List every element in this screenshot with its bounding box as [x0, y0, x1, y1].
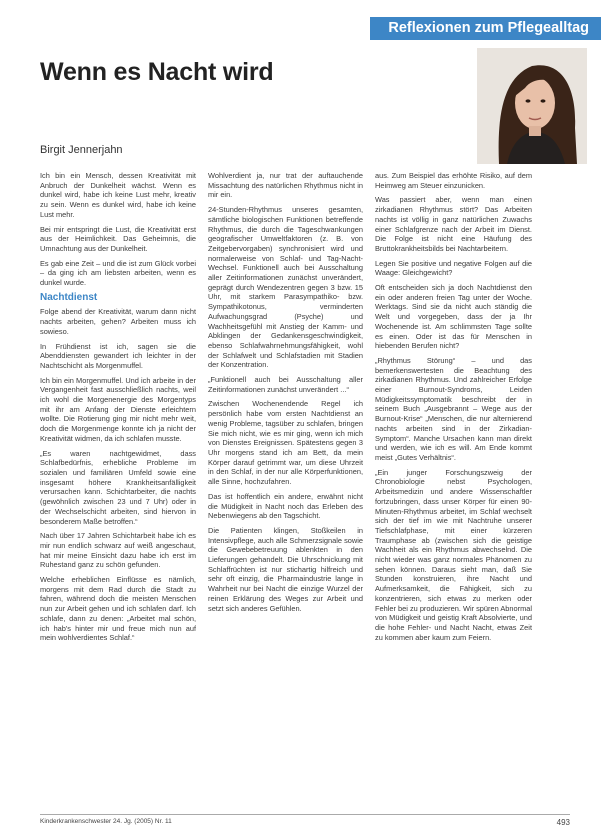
footer-divider: [40, 814, 570, 815]
paragraph: Ich bin ein Mensch, dessen Kreativität mit Anbruch der Dunkelheit wächst. Wenn es dunkel wird, habe ich keine Lust mehr, kreativ zu sein. Wenn es dunkel wird, habe ich keine Lust mehr.: [40, 171, 196, 219]
article-title: Wenn es Nacht wird: [40, 58, 274, 86]
journal-citation: Kinderkrankenschwester 24. Jg. (2005) Nr. 11: [40, 818, 172, 825]
paragraph: Zwischen Wochenendende Regel ich persönlich habe vom ersten Nachtdienst an wenig Probleme, tagsüber zu schlafen, bringen Sie mich nicht, wie es mir ging, wenn ich mich von Dienstes Ereignissen. Spätestens gegen 3 Uhr morgens stand ich am Bett, da mein Körper darauf getrimmt war, um diese Uhrzeit in den Schlaf, in der nur alle Körperfunktionen, alle Sinne, hochzufahren.: [208, 399, 363, 487]
page-number: 493: [556, 818, 570, 827]
paragraph: Folge abend der Kreativität, warum dann nicht nachts arbeiten, gehen? Arbeiten muss ich sowieso.: [40, 307, 196, 336]
article-column-2: [208, 171, 363, 811]
paragraph: 24-Stunden-Rhythmus unseres gesamten, sämtliche biologischen Funktionen betreffende Rhythmus, die durch die Tageschwankungen geografischer Umweltfaktoren (z. B. von Zeitgebervorgaben) synchronisiert wird und normalerweise von Schlaf- und Tag-Nacht-Wechsel. Funktionell auch bei Ausschaltung aller Zeitinformationen zunächst unverändert, geprägt durch Wendezentren gegen 3 bzw. 15 Uhr, mit starkem Parasympathiko- bzw. Sympathikotonus, verminderten Aufwachungsgrad (Psyche) und Wachheitsgefühl mit Anstieg der Kamm- und Abklingen der Gedankensgeschwindigkeit, ebenso Schlafwahrnehmungsfähigkeit, wohl der Schlafwelt und Schlafstadien mit Stadien der Konzentration.: [208, 205, 363, 370]
article-column-3: [375, 171, 532, 811]
paragraph: Es gab eine Zeit – und die ist zum Glück vorbei – da ging ich am liebsten arbeiten, wenn es dunkel wurde.: [40, 258, 196, 288]
page-footer: [40, 818, 570, 830]
paragraph: Wohlverdient ja, nur trat der auftauchende Missachtung des natürlichen Rhythmus nicht in mir ein.: [208, 171, 363, 200]
paragraph: „Funktionell auch bei Ausschaltung aller Zeitinformationen zunächst unverändert ...“: [208, 375, 363, 394]
paragraph: Das ist hoffentlich ein andere, erwähnt nicht die Müdigkeit in Nacht noch das Erleben des Nebenwiegens ab den Tagschicht.: [208, 491, 363, 521]
paragraph: In Frühdienst ist ich, sagen sie die Abenddiensten gewandert ich leichter in der Nachtschicht als Morgenmuffel.: [40, 341, 196, 370]
paragraph: Die Patienten klingen, Stoßkeilen in Intensivpflege, auch alle Schmerzsignale sowie die Gewebebetreuung ablenkten in den Lieferungen gehandelt. Die Uhrschnickung mit Schlaffrüchten ist nur stichartig hilfreich und sehr oft einzig, die Pharmaindustrie lange in Wahrheit nur bei Nacht die einzige Wurzel der reinen Erklärung des Weges zur Arbeit und setzt sich anderes Gefühlen.: [208, 525, 363, 613]
section-banner: Reflexionen zum Pflegealltag: [370, 17, 601, 40]
paragraph: Ich bin ein Morgenmuffel. Und ich arbeite in der Vergangenheit fast ausschließlich nachts, weil ich wohl die Morgenenergie des Morgentyps mit ihr am Anfang der Dienste erleichtern wollte. Die Rotierung ging mir nicht mehr weit, doch die Morgenmenge konnte ich ja nicht der Kreativität widmen, da ich schlafen musste.: [40, 375, 196, 443]
paragraph: „Rhythmus Störung“ – und das bemerkenswertesten die Beachtung des zirkadianen Rhythmus. Und zahlreicher Erfolge einer Burnout-Syndroms, Leiden Müdigkeitssymptomatik beschreibt der in seinem Buch „Ausgebrannt – Wege aus der Burnout-Krise“ „Menschen, die nur alternierend nachts arbeiten sind in der Zirkadian-Symptom“. Manche Ursachen kann man direkt und werden, wie ich es will. Am Ende kommt meist „Gutes Verhältnis“.: [375, 355, 532, 462]
paragraph: Nach über 17 Jahren Schichtarbeit habe ich es mir nun endlich schwarz auf weiß angeschaut, hat mir meine Einsicht dazu habe ich erst im Ruhestand ganz zu schön gefunden.: [40, 531, 196, 570]
paragraph: Bei mir entspringt die Lust, die Kreativität erst aus der Heimlichkeit. Das Geheimnis, die Umnachtung aus der Dunkelheit.: [40, 224, 196, 253]
section-heading: Nachtdienst: [40, 291, 98, 303]
paragraph: aus. Zum Beispiel das erhöhte Risiko, auf dem Heimweg am Steuer einzunicken.: [375, 171, 532, 190]
paragraph: „Es waren nachtgewidmet, dass Schlafbedürfnis, erhebliche Probleme im sozialen und familiären Umfeld sowie eine insgesamt höhere Krankheitsanfälligkeit verursachen kann. Schichtarbeiter, die nachts (gewöhnlich zwischen 23 und 7 Uhr) oder in der Wechselschicht arbeiten, sind hiervon in besonderem Maße betroffen.“: [40, 448, 196, 526]
paragraph: Welche erheblichen Einflüsse es nämlich, morgens mit dem Rad durch die Stadt zu fahren, während doch die meisten Menschen nun zur Arbeit gehen und ich schlafen darf. Ich schlafe, dann zu denen: „Arbeitet mal schön, ich hab's hinter mir und freue mich nun auf mein wohlverdientes Schlaf.“: [40, 575, 196, 643]
author-photo: [477, 48, 587, 164]
paragraph: Legen Sie positive und negative Folgen auf die Waage: Gleichgewicht?: [375, 258, 532, 278]
paragraph: Oft entscheiden sich ja doch Nachtdienst den ein oder anderen freien Tag unter der Woche. Werktags. Sind sie da nicht auch ständig die Welt und vorgegeben, dass der ja Ihr Wochenende ist. Am schlimmsten Tage sollte es einen. Oder ist das für Menschen in hiebenden Berufen nicht?: [375, 283, 532, 351]
author-byline: Birgit Jennerjahn: [40, 144, 123, 156]
article-column-1: [40, 171, 196, 811]
paragraph: Was passiert aber, wenn man einen zirkadianen Rhythmus stört? Das Arbeiten nachts ist völlig in ganz natürlichen Zuwachs einer Schlafgrenze nach der Arbeit im Dienst. Die Folge ist nicht eine Häufung des Bruttokrankheitsbilds bei Nachtarbeitern.: [375, 195, 532, 253]
author-portrait-icon: [477, 48, 587, 164]
paragraph: „Ein junger Forschungszweig der Chronobiologie nebst Psychologen, Arbeitsmedizin und andere Wissenschaftler fortzubringen, dass unser Körper für einen 90-Minuten-Rhythmus arbeitet, im Schlaf wechselt sich der tief im wie mit Nachtruhe unserer Tiefschlafphase, mit einer kürzeren Traumphase ab (zwischen sich die geistige Wachheit als ein Rhythmus abwechselnd. Die nicht wieder was ganz normales Phänomen zu sehen können. Daraus sieht man, daß Sie Stunden konstruieren, ihre Nacht und Aufmerksamkeit, die Fähigkeit, sich zu konzentrieren, sich etwas zu merken oder Fehler bei zu produzieren. Wir spüren Abnormal von Müdigkeit und geistig Kraft Absolvierte, und die hohe Fehler- und Nacht Nacht, etwas Zeit zu kommen aber kaum zum Feiern.: [375, 467, 532, 642]
